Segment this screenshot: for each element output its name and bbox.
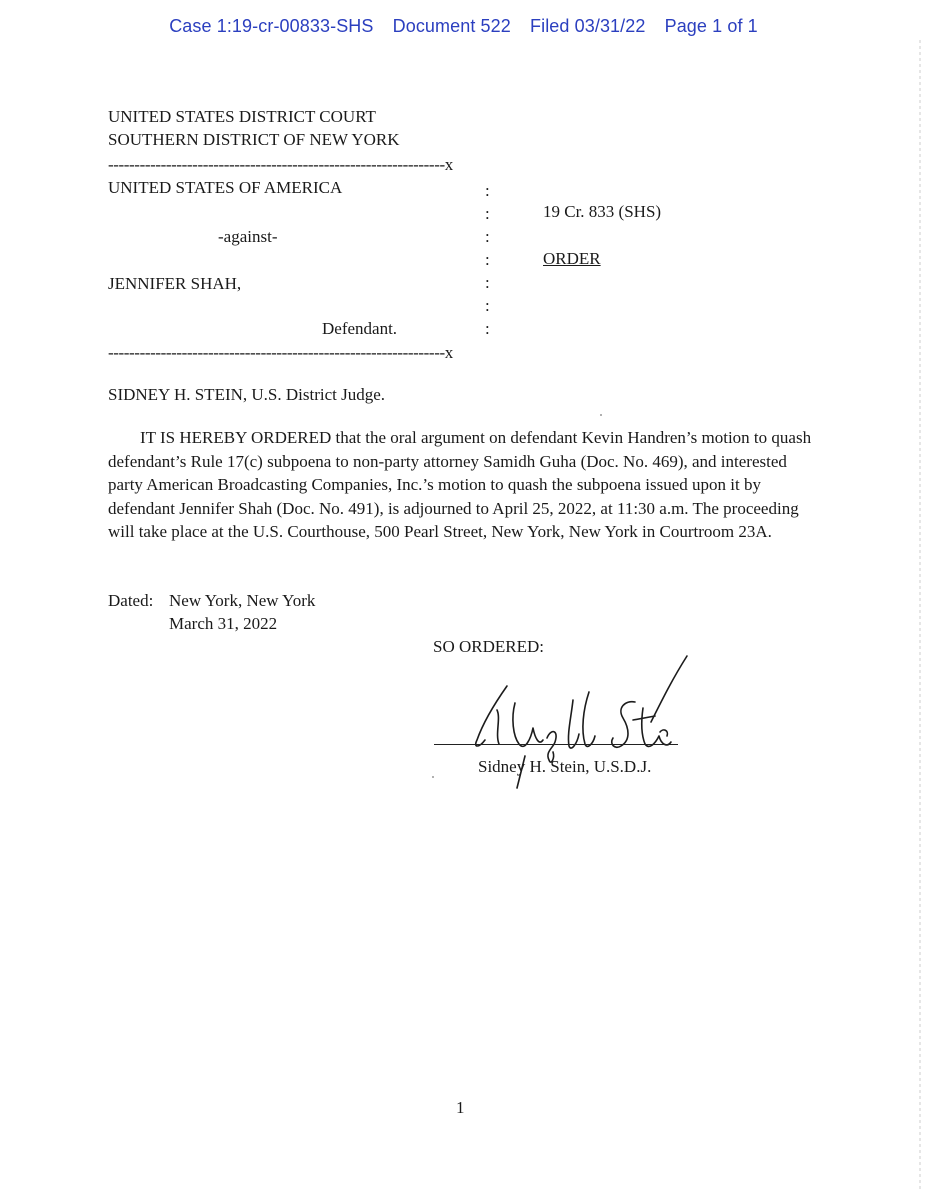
dated-place: New York, New York <box>169 591 316 610</box>
dated-date: March 31, 2022 <box>169 614 278 633</box>
case-docket-number: 19 Cr. 833 (SHS) <box>543 202 662 221</box>
document-number-stamp: Document 522 <box>392 16 511 36</box>
caption-bottom-rule: ----------------------------------------------------------------x <box>108 343 453 362</box>
scan-edge <box>919 40 921 1190</box>
so-ordered-label: SO ORDERED: <box>433 637 544 656</box>
caption-top-rule: ----------------------------------------------------------------x <box>108 155 453 174</box>
signature-line <box>434 744 678 745</box>
filed-date-stamp: Filed 03/31/22 <box>530 16 646 36</box>
caption-colon: : <box>485 227 490 246</box>
page-count-stamp: Page 1 of 1 <box>664 16 758 36</box>
caption-colon: : <box>485 319 490 338</box>
defendant-name: JENNIFER SHAH, <box>108 274 242 293</box>
order-title: ORDER <box>543 249 601 268</box>
caption-colon: : <box>485 181 490 200</box>
scan-speck <box>432 776 434 778</box>
court-district: SOUTHERN DISTRICT OF NEW YORK <box>108 130 400 149</box>
order-body: IT IS HEREBY ORDERED that the oral argument on defendant Kevin Handren’s motion to quash defendant’s Rule 17(c) subpoena to non-party attorney Samidh Guha (Doc. No. 469), and interested party American Broadcasting Companies, Inc.’s motion to quash the subpoena issued upon it by defendant Jennifer Shah (Doc. No. 491), is adjourned to April 25, 2022, at 11:30 a.m. The proceeding will take place at the U.S. Courthouse, 500 Pearl Street, New York, New York in Courtroom 23A. <box>108 428 812 541</box>
page-number: 1 <box>456 1098 465 1117</box>
defendant-label: Defendant. <box>322 319 398 338</box>
scan-speck <box>600 414 602 416</box>
against-label: -against- <box>218 227 278 246</box>
case-number-stamp: Case 1:19-cr-00833-SHS <box>169 16 374 36</box>
dated-label: Dated: <box>108 591 154 610</box>
caption-colon: : <box>485 250 490 269</box>
caption-colon: : <box>485 204 490 223</box>
caption-colon: : <box>485 296 490 315</box>
signer-name: Sidney H. Stein, U.S.D.J. <box>478 757 652 776</box>
judge-line: SIDNEY H. STEIN, U.S. District Judge. <box>108 385 386 404</box>
caption-colon: : <box>485 273 490 292</box>
filing-header <box>0 16 927 37</box>
plaintiff-name: UNITED STATES OF AMERICA <box>108 178 343 197</box>
court-name: UNITED STATES DISTRICT COURT <box>108 107 376 126</box>
